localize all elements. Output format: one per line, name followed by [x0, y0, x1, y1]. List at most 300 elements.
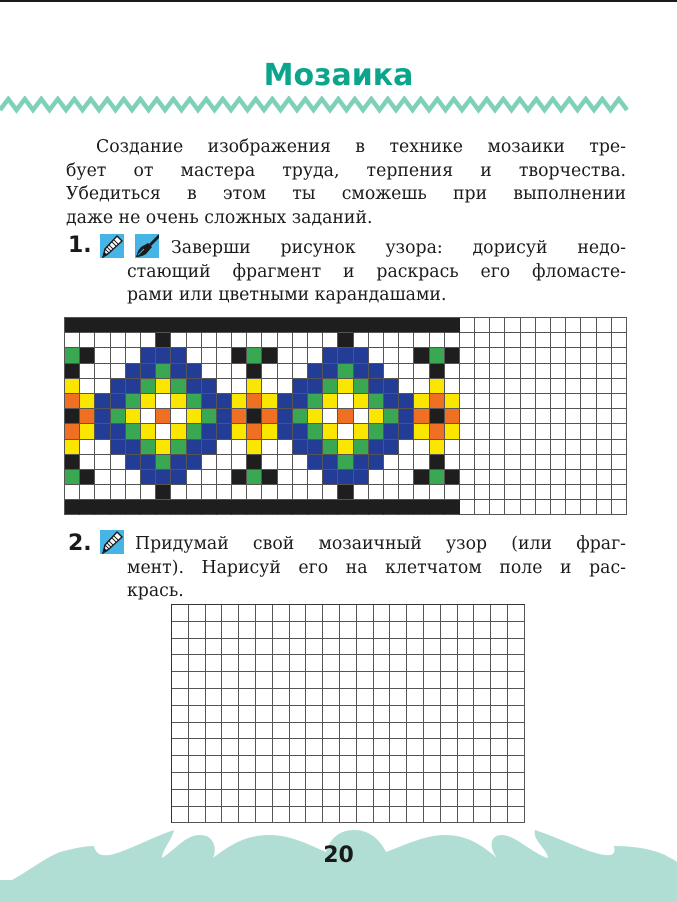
grid-cell[interactable] — [239, 672, 256, 689]
grid-cell[interactable] — [424, 689, 441, 706]
grid-cell[interactable] — [171, 485, 186, 500]
grid-cell[interactable] — [430, 455, 445, 470]
grid-cell[interactable] — [189, 689, 206, 706]
grid-cell[interactable] — [551, 348, 566, 363]
grid-cell[interactable] — [187, 394, 202, 409]
grid-cell[interactable] — [508, 739, 525, 756]
grid-cell[interactable] — [445, 318, 460, 333]
grid-cell[interactable] — [308, 379, 323, 394]
grid-cell[interactable] — [474, 723, 491, 740]
grid-cell[interactable] — [407, 655, 424, 672]
grid-cell[interactable] — [247, 333, 262, 348]
grid-cell[interactable] — [338, 455, 353, 470]
grid-cell[interactable] — [306, 689, 323, 706]
grid-cell[interactable] — [141, 424, 156, 439]
grid-cell[interactable] — [581, 348, 596, 363]
grid-cell[interactable] — [80, 318, 95, 333]
grid-cell[interactable] — [256, 756, 273, 773]
grid-cell[interactable] — [414, 333, 429, 348]
grid-cell[interactable] — [290, 655, 307, 672]
grid-cell[interactable] — [505, 364, 520, 379]
grid-cell[interactable] — [172, 655, 189, 672]
grid-cell[interactable] — [256, 773, 273, 790]
grid-cell[interactable] — [232, 333, 247, 348]
grid-cell[interactable] — [187, 424, 202, 439]
grid-cell[interactable] — [384, 394, 399, 409]
grid-cell[interactable] — [399, 455, 414, 470]
grid-cell[interactable] — [536, 440, 551, 455]
grid-cell[interactable] — [521, 470, 536, 485]
grid-cell[interactable] — [141, 333, 156, 348]
grid-cell[interactable] — [508, 605, 525, 622]
grid-cell[interactable] — [111, 348, 126, 363]
grid-cell[interactable] — [111, 455, 126, 470]
grid-cell[interactable] — [551, 364, 566, 379]
grid-cell[interactable] — [189, 622, 206, 639]
grid-cell[interactable] — [126, 485, 141, 500]
grid-cell[interactable] — [65, 409, 80, 424]
grid-cell[interactable] — [80, 470, 95, 485]
grid-cell[interactable] — [308, 440, 323, 455]
grid-cell[interactable] — [247, 485, 262, 500]
grid-cell[interactable] — [306, 672, 323, 689]
grid-cell[interactable] — [430, 485, 445, 500]
grid-cell[interactable] — [490, 333, 505, 348]
grid-cell[interactable] — [414, 409, 429, 424]
grid-cell[interactable] — [384, 333, 399, 348]
grid-cell[interactable] — [323, 440, 338, 455]
grid-cell[interactable] — [354, 394, 369, 409]
grid-cell[interactable] — [126, 394, 141, 409]
grid-cell[interactable] — [323, 807, 340, 824]
grid-cell[interactable] — [247, 364, 262, 379]
grid-cell[interactable] — [273, 672, 290, 689]
grid-cell[interactable] — [273, 739, 290, 756]
grid-cell[interactable] — [171, 394, 186, 409]
grid-cell[interactable] — [505, 455, 520, 470]
grid-cell[interactable] — [474, 672, 491, 689]
grid-cell[interactable] — [156, 485, 171, 500]
grid-cell[interactable] — [239, 807, 256, 824]
grid-cell[interactable] — [340, 689, 357, 706]
grid-cell[interactable] — [187, 500, 202, 515]
grid-cell[interactable] — [308, 470, 323, 485]
grid-cell[interactable] — [458, 655, 475, 672]
grid-cell[interactable] — [566, 318, 581, 333]
grid-cell[interactable] — [278, 318, 293, 333]
grid-cell[interactable] — [551, 394, 566, 409]
grid-cell[interactable] — [490, 394, 505, 409]
grid-cell[interactable] — [239, 790, 256, 807]
grid-cell[interactable] — [239, 739, 256, 756]
grid-cell[interactable] — [491, 655, 508, 672]
grid-cell[interactable] — [111, 333, 126, 348]
grid-cell[interactable] — [156, 409, 171, 424]
grid-cell[interactable] — [278, 394, 293, 409]
grid-cell[interactable] — [414, 500, 429, 515]
grid-cell[interactable] — [521, 379, 536, 394]
grid-cell[interactable] — [141, 485, 156, 500]
grid-cell[interactable] — [460, 455, 475, 470]
grid-cell[interactable] — [187, 455, 202, 470]
grid-cell[interactable] — [612, 440, 627, 455]
grid-cell[interactable] — [187, 440, 202, 455]
grid-cell[interactable] — [536, 455, 551, 470]
grid-cell[interactable] — [458, 756, 475, 773]
grid-cell[interactable] — [354, 379, 369, 394]
grid-cell[interactable] — [189, 639, 206, 656]
grid-cell[interactable] — [232, 455, 247, 470]
grid-cell[interactable] — [414, 470, 429, 485]
grid-cell[interactable] — [189, 756, 206, 773]
grid-cell[interactable] — [490, 455, 505, 470]
grid-cell[interactable] — [290, 773, 307, 790]
grid-cell[interactable] — [80, 394, 95, 409]
grid-cell[interactable] — [474, 739, 491, 756]
grid-cell[interactable] — [490, 348, 505, 363]
grid-cell[interactable] — [399, 364, 414, 379]
grid-cell[interactable] — [390, 639, 407, 656]
grid-cell[interactable] — [474, 790, 491, 807]
grid-cell[interactable] — [206, 723, 223, 740]
grid-cell[interactable] — [306, 655, 323, 672]
grid-cell[interactable] — [189, 790, 206, 807]
grid-cell[interactable] — [206, 773, 223, 790]
grid-cell[interactable] — [323, 790, 340, 807]
grid-cell[interactable] — [308, 318, 323, 333]
grid-cell[interactable] — [222, 790, 239, 807]
grid-cell[interactable] — [566, 409, 581, 424]
grid-cell[interactable] — [306, 790, 323, 807]
grid-cell[interactable] — [172, 723, 189, 740]
grid-cell[interactable] — [551, 470, 566, 485]
grid-cell[interactable] — [399, 440, 414, 455]
grid-cell[interactable] — [65, 455, 80, 470]
grid-cell[interactable] — [490, 424, 505, 439]
grid-cell[interactable] — [222, 739, 239, 756]
grid-cell[interactable] — [357, 723, 374, 740]
grid-cell[interactable] — [206, 622, 223, 639]
grid-cell[interactable] — [262, 379, 277, 394]
grid-cell[interactable] — [323, 394, 338, 409]
grid-cell[interactable] — [338, 348, 353, 363]
grid-cell[interactable] — [239, 655, 256, 672]
grid-cell[interactable] — [424, 773, 441, 790]
grid-cell[interactable] — [521, 364, 536, 379]
grid-cell[interactable] — [172, 807, 189, 824]
grid-cell[interactable] — [111, 364, 126, 379]
grid-cell[interactable] — [323, 485, 338, 500]
grid-cell[interactable] — [551, 379, 566, 394]
grid-cell[interactable] — [508, 723, 525, 740]
grid-cell[interactable] — [597, 318, 612, 333]
grid-cell[interactable] — [239, 773, 256, 790]
grid-cell[interactable] — [278, 440, 293, 455]
grid-cell[interactable] — [278, 470, 293, 485]
grid-cell[interactable] — [505, 500, 520, 515]
grid-cell[interactable] — [172, 706, 189, 723]
grid-cell[interactable] — [323, 470, 338, 485]
grid-cell[interactable] — [458, 739, 475, 756]
grid-cell[interactable] — [508, 790, 525, 807]
grid-cell[interactable] — [354, 455, 369, 470]
grid-cell[interactable] — [399, 333, 414, 348]
grid-cell[interactable] — [65, 470, 80, 485]
grid-cell[interactable] — [424, 756, 441, 773]
grid-cell[interactable] — [306, 706, 323, 723]
grid-cell[interactable] — [475, 348, 490, 363]
grid-cell[interactable] — [581, 333, 596, 348]
grid-cell[interactable] — [340, 739, 357, 756]
grid-cell[interactable] — [521, 348, 536, 363]
grid-cell[interactable] — [65, 333, 80, 348]
grid-cell[interactable] — [445, 455, 460, 470]
grid-cell[interactable] — [80, 485, 95, 500]
grid-cell[interactable] — [187, 318, 202, 333]
grid-cell[interactable] — [475, 424, 490, 439]
grid-cell[interactable] — [441, 773, 458, 790]
grid-cell[interactable] — [536, 348, 551, 363]
grid-cell[interactable] — [308, 409, 323, 424]
grid-cell[interactable] — [430, 409, 445, 424]
grid-cell[interactable] — [293, 333, 308, 348]
grid-cell[interactable] — [189, 739, 206, 756]
grid-cell[interactable] — [126, 364, 141, 379]
grid-cell[interactable] — [202, 394, 217, 409]
grid-cell[interactable] — [290, 672, 307, 689]
grid-cell[interactable] — [126, 409, 141, 424]
grid-cell[interactable] — [338, 318, 353, 333]
grid-cell[interactable] — [369, 364, 384, 379]
grid-cell[interactable] — [290, 807, 307, 824]
grid-cell[interactable] — [521, 485, 536, 500]
grid-cell[interactable] — [460, 394, 475, 409]
grid-cell[interactable] — [424, 622, 441, 639]
grid-cell[interactable] — [390, 622, 407, 639]
grid-cell[interactable] — [475, 470, 490, 485]
grid-cell[interactable] — [551, 485, 566, 500]
grid-cell[interactable] — [273, 655, 290, 672]
grid-cell[interactable] — [239, 689, 256, 706]
grid-cell[interactable] — [414, 364, 429, 379]
grid-cell[interactable] — [357, 807, 374, 824]
grid-cell[interactable] — [256, 689, 273, 706]
grid-cell[interactable] — [354, 348, 369, 363]
grid-cell[interactable] — [597, 500, 612, 515]
grid-cell[interactable] — [273, 605, 290, 622]
grid-cell[interactable] — [126, 379, 141, 394]
grid-cell[interactable] — [273, 790, 290, 807]
grid-cell[interactable] — [278, 409, 293, 424]
grid-cell[interactable] — [80, 424, 95, 439]
grid-cell[interactable] — [141, 394, 156, 409]
grid-cell[interactable] — [384, 318, 399, 333]
grid-cell[interactable] — [262, 485, 277, 500]
grid-cell[interactable] — [290, 639, 307, 656]
grid-cell[interactable] — [206, 689, 223, 706]
grid-cell[interactable] — [430, 348, 445, 363]
grid-cell[interactable] — [354, 364, 369, 379]
grid-cell[interactable] — [491, 605, 508, 622]
grid-cell[interactable] — [508, 689, 525, 706]
grid-cell[interactable] — [460, 348, 475, 363]
grid-cell[interactable] — [171, 409, 186, 424]
grid-cell[interactable] — [460, 364, 475, 379]
grid-cell[interactable] — [505, 424, 520, 439]
grid-cell[interactable] — [508, 756, 525, 773]
grid-cell[interactable] — [430, 333, 445, 348]
grid-cell[interactable] — [597, 333, 612, 348]
grid-cell[interactable] — [474, 773, 491, 790]
grid-cell[interactable] — [441, 706, 458, 723]
grid-cell[interactable] — [399, 500, 414, 515]
grid-cell[interactable] — [407, 605, 424, 622]
grid-cell[interactable] — [407, 706, 424, 723]
grid-cell[interactable] — [597, 440, 612, 455]
grid-cell[interactable] — [566, 379, 581, 394]
grid-cell[interactable] — [65, 440, 80, 455]
grid-cell[interactable] — [357, 622, 374, 639]
grid-cell[interactable] — [460, 318, 475, 333]
grid-cell[interactable] — [293, 394, 308, 409]
grid-cell[interactable] — [338, 485, 353, 500]
grid-cell[interactable] — [126, 455, 141, 470]
grid-cell[interactable] — [323, 605, 340, 622]
grid-cell[interactable] — [357, 655, 374, 672]
grid-cell[interactable] — [424, 723, 441, 740]
grid-cell[interactable] — [222, 723, 239, 740]
grid-cell[interactable] — [187, 364, 202, 379]
grid-cell[interactable] — [95, 333, 110, 348]
grid-cell[interactable] — [172, 605, 189, 622]
grid-cell[interactable] — [338, 409, 353, 424]
grid-cell[interactable] — [239, 723, 256, 740]
grid-cell[interactable] — [126, 348, 141, 363]
grid-cell[interactable] — [217, 379, 232, 394]
grid-cell[interactable] — [384, 455, 399, 470]
grid-cell[interactable] — [458, 672, 475, 689]
grid-cell[interactable] — [390, 706, 407, 723]
grid-cell[interactable] — [256, 790, 273, 807]
grid-cell[interactable] — [206, 655, 223, 672]
grid-cell[interactable] — [308, 485, 323, 500]
grid-cell[interactable] — [156, 424, 171, 439]
grid-cell[interactable] — [612, 424, 627, 439]
grid-cell[interactable] — [247, 500, 262, 515]
grid-cell[interactable] — [414, 424, 429, 439]
grid-cell[interactable] — [369, 379, 384, 394]
grid-cell[interactable] — [430, 440, 445, 455]
grid-cell[interactable] — [262, 364, 277, 379]
grid-cell[interactable] — [323, 333, 338, 348]
grid-cell[interactable] — [202, 485, 217, 500]
grid-cell[interactable] — [581, 500, 596, 515]
grid-cell[interactable] — [239, 639, 256, 656]
grid-cell[interactable] — [445, 379, 460, 394]
grid-cell[interactable] — [247, 470, 262, 485]
grid-cell[interactable] — [189, 723, 206, 740]
grid-cell[interactable] — [508, 655, 525, 672]
grid-cell[interactable] — [424, 672, 441, 689]
grid-cell[interactable] — [505, 394, 520, 409]
grid-cell[interactable] — [247, 348, 262, 363]
grid-cell[interactable] — [222, 655, 239, 672]
grid-cell[interactable] — [399, 379, 414, 394]
grid-cell[interactable] — [474, 706, 491, 723]
grid-cell[interactable] — [306, 773, 323, 790]
grid-cell[interactable] — [390, 689, 407, 706]
grid-cell[interactable] — [354, 409, 369, 424]
grid-cell[interactable] — [217, 500, 232, 515]
mosaic-pattern-grid[interactable] — [64, 317, 627, 515]
grid-cell[interactable] — [536, 500, 551, 515]
grid-cell[interactable] — [256, 605, 273, 622]
grid-cell[interactable] — [460, 500, 475, 515]
grid-cell[interactable] — [384, 440, 399, 455]
grid-cell[interactable] — [369, 455, 384, 470]
grid-cell[interactable] — [551, 318, 566, 333]
grid-cell[interactable] — [232, 348, 247, 363]
grid-cell[interactable] — [399, 318, 414, 333]
grid-cell[interactable] — [340, 790, 357, 807]
grid-cell[interactable] — [369, 394, 384, 409]
grid-cell[interactable] — [80, 379, 95, 394]
grid-cell[interactable] — [505, 470, 520, 485]
grid-cell[interactable] — [390, 739, 407, 756]
grid-cell[interactable] — [407, 807, 424, 824]
grid-cell[interactable] — [111, 470, 126, 485]
grid-cell[interactable] — [273, 756, 290, 773]
grid-cell[interactable] — [80, 348, 95, 363]
grid-cell[interactable] — [612, 394, 627, 409]
grid-cell[interactable] — [612, 364, 627, 379]
grid-cell[interactable] — [80, 333, 95, 348]
grid-cell[interactable] — [171, 348, 186, 363]
grid-cell[interactable] — [474, 807, 491, 824]
grid-cell[interactable] — [414, 394, 429, 409]
grid-cell[interactable] — [597, 424, 612, 439]
grid-cell[interactable] — [323, 773, 340, 790]
grid-cell[interactable] — [239, 622, 256, 639]
grid-cell[interactable] — [65, 318, 80, 333]
grid-cell[interactable] — [566, 440, 581, 455]
grid-cell[interactable] — [581, 455, 596, 470]
grid-cell[interactable] — [308, 424, 323, 439]
grid-cell[interactable] — [171, 364, 186, 379]
grid-cell[interactable] — [505, 318, 520, 333]
grid-cell[interactable] — [491, 739, 508, 756]
grid-cell[interactable] — [217, 440, 232, 455]
grid-cell[interactable] — [232, 440, 247, 455]
grid-cell[interactable] — [217, 424, 232, 439]
grid-cell[interactable] — [430, 318, 445, 333]
grid-cell[interactable] — [187, 348, 202, 363]
grid-cell[interactable] — [445, 500, 460, 515]
grid-cell[interactable] — [232, 364, 247, 379]
grid-cell[interactable] — [262, 440, 277, 455]
grid-cell[interactable] — [414, 379, 429, 394]
grid-cell[interactable] — [338, 424, 353, 439]
grid-cell[interactable] — [308, 348, 323, 363]
grid-cell[interactable] — [323, 622, 340, 639]
grid-cell[interactable] — [441, 723, 458, 740]
grid-cell[interactable] — [612, 409, 627, 424]
grid-cell[interactable] — [65, 500, 80, 515]
grid-cell[interactable] — [95, 394, 110, 409]
grid-cell[interactable] — [407, 739, 424, 756]
grid-cell[interactable] — [141, 409, 156, 424]
grid-cell[interactable] — [256, 706, 273, 723]
